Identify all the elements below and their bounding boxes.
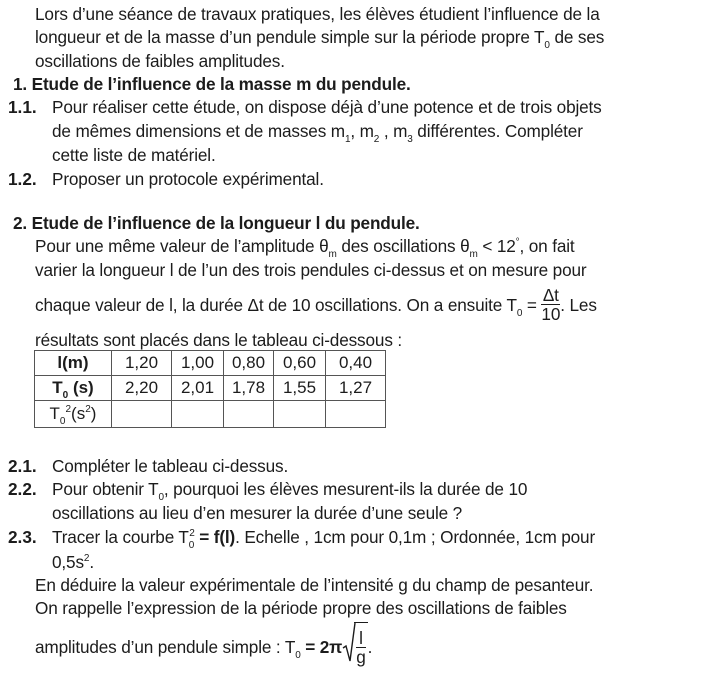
table-row-period-squared [35,401,386,428]
fraction-numerator: l [356,629,365,648]
subscript: 0 [295,650,301,661]
subscript: m [469,249,478,260]
equation-2pi: = 2π [300,637,343,657]
table-cell: 1,78 [224,376,274,401]
text: < 12 [477,236,516,256]
text: . Echelle , 1cm pour 0,1m ; Ordonnée, 1cm pour [235,527,596,547]
text: , m [350,121,374,141]
table-cell-empty[interactable] [274,401,326,428]
question-2-2-line-2: oscillations au lieu d’en mesurer la durée d’une seule ? [52,503,463,523]
text: 0,5s [52,552,84,572]
question-number-2-1: 2.1. [8,456,37,476]
intro-line-3: oscillations de faibles amplitudes. [35,51,285,71]
section-1-title: 1. Etude de l’influence de la masse m du pendule. [13,74,411,94]
radicand [354,622,367,669]
text: Pour une même valeur de l’amplitude θ [35,236,329,256]
superscript: 2 [83,553,90,564]
table-cell-empty[interactable] [112,401,172,428]
table-cell: 0,60 [274,351,326,376]
text: . [89,552,94,572]
text: Tracer la courbe T [52,527,189,547]
section-2-line-1 [35,235,575,260]
table-cell: 2,20 [112,376,172,401]
question-1-1-line-3: cette liste de matériel. [52,145,216,165]
fraction-denominator: 10 [541,303,561,324]
subscript: 0 [516,308,523,319]
table-cell-empty[interactable] [172,401,224,428]
section-2-line-2: varier la longueur l de l’un des trois pendules ci-dessus et on mesure pour [35,260,587,280]
question-2-1-text: Compléter le tableau ci-dessus. [52,456,289,476]
intro-line-1: Lors d’une séance de travaux pratiques, les élèves étudient l’influence de la [35,4,600,24]
subscript: 0 [188,540,195,551]
table-cell: 2,01 [172,376,224,401]
text: . Les [560,295,597,315]
table-row-length [35,351,386,376]
subscript: m [328,249,337,260]
question-2-3-line-3: En déduire la valeur expérimentale de l’intensité g du champ de pesanteur. [35,575,594,595]
text: différentes. Compléter [412,121,583,141]
degree-superscript: ° [515,237,520,248]
table-cell: 0,80 [224,351,274,376]
text: T [52,378,63,397]
subscript: 0 [59,416,66,427]
question-2-3-line-5 [35,624,372,670]
table-row-period [35,376,386,401]
square-root-l-over-g [342,622,367,669]
text: . [367,637,373,657]
results-table [34,350,386,428]
superscript: 2 [189,528,195,539]
text: (s) [68,378,94,397]
section-2-line-4: résultats sont placés dans le tableau ci-dessous : [35,330,403,350]
text: , on fait [519,236,575,256]
question-number-1-1: 1.1. [8,97,37,117]
text: T [49,404,60,423]
question-number-2-3: 2.3. [8,527,37,547]
text: Pour obtenir T [52,479,159,499]
text: , m [379,121,408,141]
text: ) [90,404,97,423]
fraction-delta-t-over-10 [541,286,560,323]
fraction-denominator: g [356,646,366,667]
fraction-numerator: Δt [542,284,559,305]
subscript: 0 [62,390,69,401]
text: de mêmes dimensions et de masses m [52,121,345,141]
superscript: 2 [65,404,72,415]
equation-t0-squared: = f(l) [194,527,236,547]
question-1-1-line-2 [52,120,583,145]
subscript: 0 [544,40,550,51]
table-cell: 1,00 [172,351,224,376]
subscript: 1 [344,134,351,145]
table-cell: 0,40 [326,351,386,376]
question-2-3-line-4: On rappelle l’expression de la période propre des oscillations de faibles [35,598,567,618]
question-2-3-line-1 [52,526,596,551]
subscript: 2 [373,134,380,145]
table-cell-empty[interactable] [224,401,274,428]
intro-text: longueur et de la masse d’un pendule simple sur la période propre T [35,27,545,47]
section-2-title: 2. Etude de l’influence de la longueur l du pendule. [13,213,420,233]
table-cell-empty[interactable] [326,401,386,428]
text: , pourquoi les élèves mesurent-ils la durée de 10 [163,479,528,499]
question-number-1-2: 1.2. [8,169,37,189]
text: amplitudes d’un pendule simple : T [35,637,296,657]
row-header-period-squared [35,401,112,428]
text: (s [71,404,86,423]
subscript: 0 [158,492,164,503]
question-number-2-2: 2.2. [8,479,37,499]
table-cell: 1,20 [112,351,172,376]
row-header-length: l(m) [35,351,112,376]
fraction-l-over-g [356,629,365,666]
row-header-period [35,376,112,401]
table-cell: 1,27 [326,376,386,401]
text: chaque valeur de l, la durée Δt de 10 oscillations. On a ensuite T [35,295,517,315]
radical-sign-icon [342,622,356,662]
text: = [522,295,542,315]
intro-text: de ses [549,27,605,47]
superscript: 2 [85,404,91,415]
question-2-3-line-2 [52,551,94,573]
intro-line-2 [35,26,605,51]
subscript: 3 [407,134,413,145]
question-1-2-text: Proposer un protocole expérimental. [52,169,324,189]
section-2-line-3 [35,283,597,327]
text: des oscillations θ [336,236,470,256]
table-cell: 1,55 [274,376,326,401]
question-2-2-line-1 [52,478,528,503]
question-1-1-line-1: Pour réaliser cette étude, on dispose déjà d’une potence et de trois objets [52,97,602,117]
